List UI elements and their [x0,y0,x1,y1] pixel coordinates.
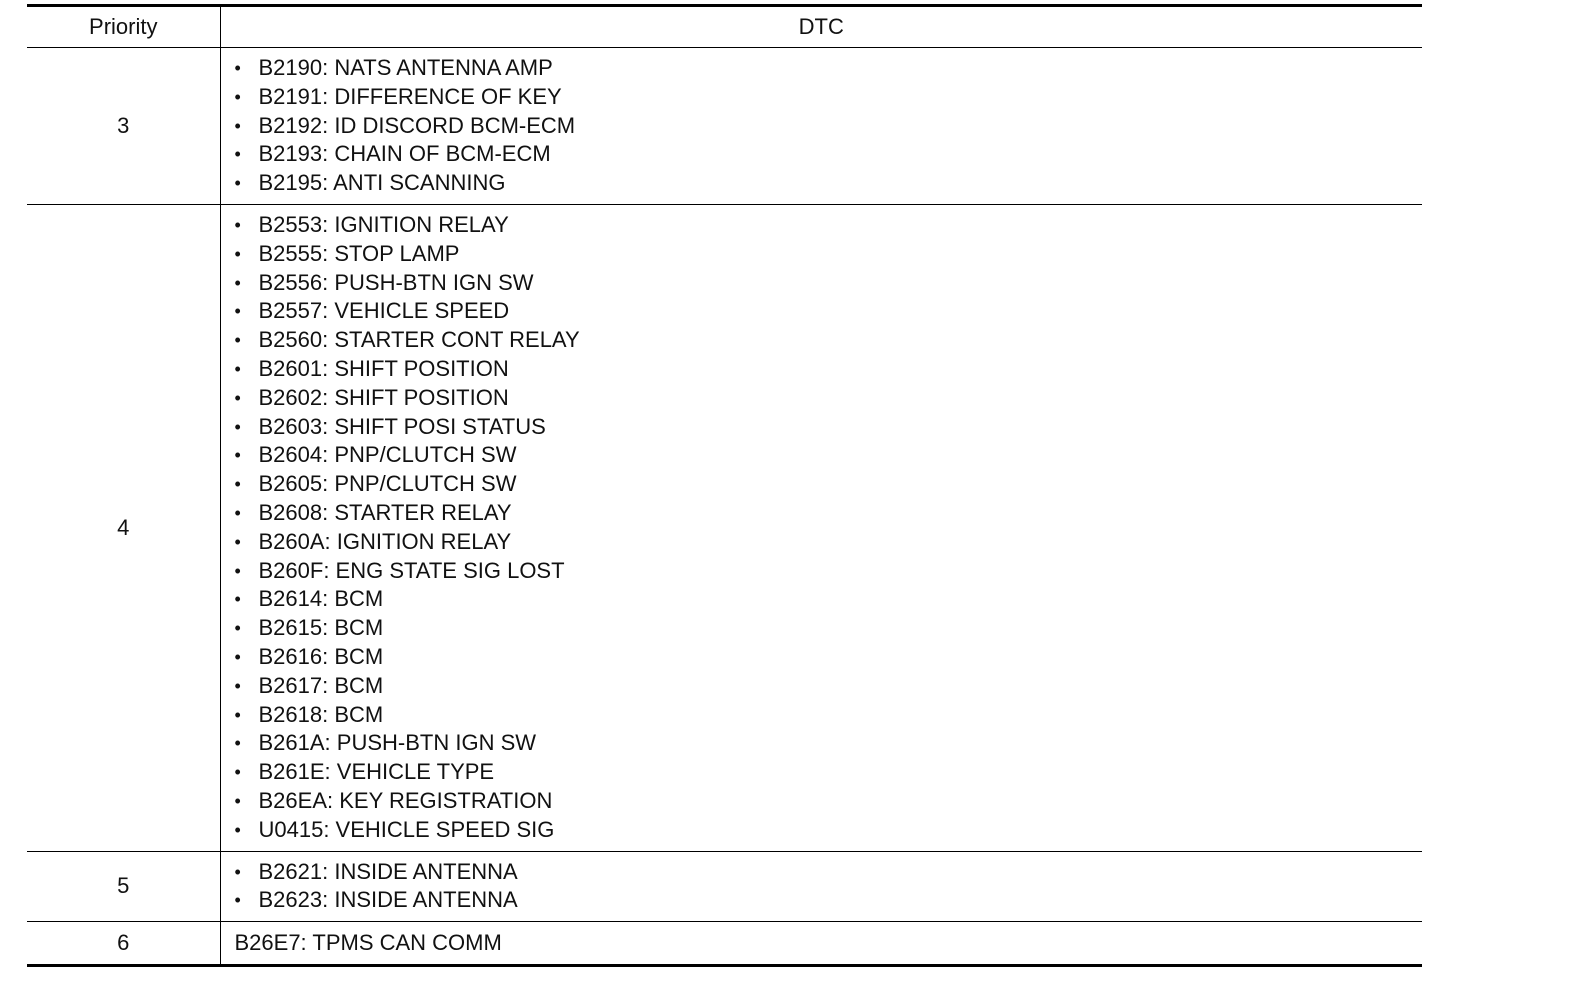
bullet-icon: • [234,502,241,523]
list-item [235,614,1423,643]
list-item [235,441,1423,470]
list-item [235,886,1423,915]
table-row-priority-6 [27,922,1422,966]
list-item [235,297,1423,326]
dtc-list [235,211,1423,845]
dtc-item-text: B2601: SHIFT POSITION [258,355,509,381]
list-item [235,326,1423,355]
list-item [235,672,1423,701]
list-item [235,384,1423,413]
dtc-item-text: B2190: NATS ANTENNA AMP [258,55,553,80]
list-item [235,758,1423,787]
table-row-priority-4 [27,204,1422,851]
bullet-icon: • [234,86,241,107]
dtc-cell [220,851,1422,922]
dtc-item-text: B2614: BCM [258,586,384,612]
bullet-icon: • [234,704,241,725]
dtc-item-text: B2560: STARTER CONT RELAY [258,327,580,353]
list-item [235,54,1423,83]
priority-column-header: Priority [27,6,220,48]
dtc-list [235,54,1423,198]
dtc-item-text: B2555: STOP LAMP [258,240,460,266]
bullet-icon: • [234,387,241,408]
list-item [235,643,1423,672]
table-header-row [27,6,1422,48]
dtc-item-text: B2556: PUSH-BTN IGN SW [258,269,534,295]
dtc-item-text: B2615: BCM [258,615,384,641]
bullet-icon: • [234,474,241,495]
bullet-icon: • [234,115,241,136]
list-item [235,413,1423,442]
dtc-item-text: B261A: PUSH-BTN IGN SW [258,730,537,756]
list-item [235,585,1423,614]
dtc-item-text: B2602: SHIFT POSITION [258,384,509,410]
list-item [235,858,1423,887]
list-item [235,729,1423,758]
dtc-item-text: B2193: CHAIN OF BCM-ECM [258,141,551,167]
priority-cell: 4 [27,204,220,851]
bullet-icon: • [234,272,241,293]
bullet-icon: • [234,560,241,581]
bullet-icon: • [234,861,241,882]
dtc-item-text: B2608: STARTER RELAY [258,499,512,525]
bullet-icon: • [234,416,241,437]
list-item [235,269,1423,298]
bullet-icon: • [234,790,241,811]
dtc-item-text: B2191: DIFFERENCE OF KEY [258,83,562,109]
bullet-icon: • [234,214,241,235]
dtc-cell [220,922,1422,966]
list-item [235,240,1423,269]
bullet-icon: • [234,358,241,379]
bullet-icon: • [234,733,241,754]
dtc-item-text: B2621: INSIDE ANTENNA [258,858,518,884]
dtc-item-text: B2618: BCM [258,701,384,727]
list-item [235,470,1423,499]
list-item [235,140,1423,169]
dtc-item-text: B2605: PNP/CLUTCH SW [258,471,517,497]
dtc-item-text: B2616: BCM [258,643,384,669]
bullet-icon: • [234,445,241,466]
dtc-item-text: B2604: PNP/CLUTCH SW [258,442,517,468]
bullet-icon: • [234,618,241,639]
dtc-item-text: B26E7: TPMS CAN COMM [234,930,502,956]
list-item [235,816,1423,845]
list-item [235,355,1423,384]
dtc-item-text: B26EA: KEY REGISTRATION [258,787,553,813]
bullet-icon: • [234,173,241,194]
bullet-icon: • [234,301,241,322]
dtc-item-text: B260F: ENG STATE SIG LOST [258,557,565,583]
list-item [235,528,1423,557]
priority-cell: 6 [27,922,220,966]
list-item [235,787,1423,816]
table-row-priority-5 [27,851,1422,922]
bullet-icon: • [234,589,241,610]
dtc-item-text: U0415: VEHICLE SPEED SIG [258,816,555,842]
bullet-icon: • [234,531,241,552]
dtc-item-text: B2192: ID DISCORD BCM-ECM [258,112,576,138]
list-item [235,211,1423,240]
dtc-item-text: B261E: VEHICLE TYPE [258,759,495,785]
bullet-icon: • [234,58,241,78]
dtc-item-text: B2617: BCM [258,672,384,698]
list-item [235,169,1423,198]
list-item [235,557,1423,586]
dtc-cell [220,48,1422,205]
bullet-icon: • [234,890,241,911]
dtc-column-header: DTC [220,6,1422,48]
table-row-priority-3 [27,48,1422,205]
dtc-cell [220,204,1422,851]
bullet-icon: • [234,675,241,696]
bullet-icon: • [234,819,241,840]
dtc-priority-table [27,4,1422,967]
list-item [235,112,1423,141]
list-item [235,83,1423,112]
dtc-item-text: B2553: IGNITION RELAY [258,211,509,237]
list-item [235,499,1423,528]
list-item [235,701,1423,730]
dtc-list [235,858,1423,916]
dtc-item-text: B2603: SHIFT POSI STATUS [258,413,546,439]
dtc-item-text: B2557: VEHICLE SPEED [258,298,510,324]
priority-cell: 5 [27,851,220,922]
dtc-item-text: B260A: IGNITION RELAY [258,528,512,554]
priority-cell: 3 [27,48,220,205]
bullet-icon: • [234,646,241,667]
bullet-icon: • [234,144,241,165]
bullet-icon: • [234,762,241,783]
bullet-icon: • [234,243,241,264]
bullet-icon: • [234,330,241,351]
dtc-item-text: B2195: ANTI SCANNING [258,170,506,196]
dtc-item-text: B2623: INSIDE ANTENNA [258,887,518,913]
